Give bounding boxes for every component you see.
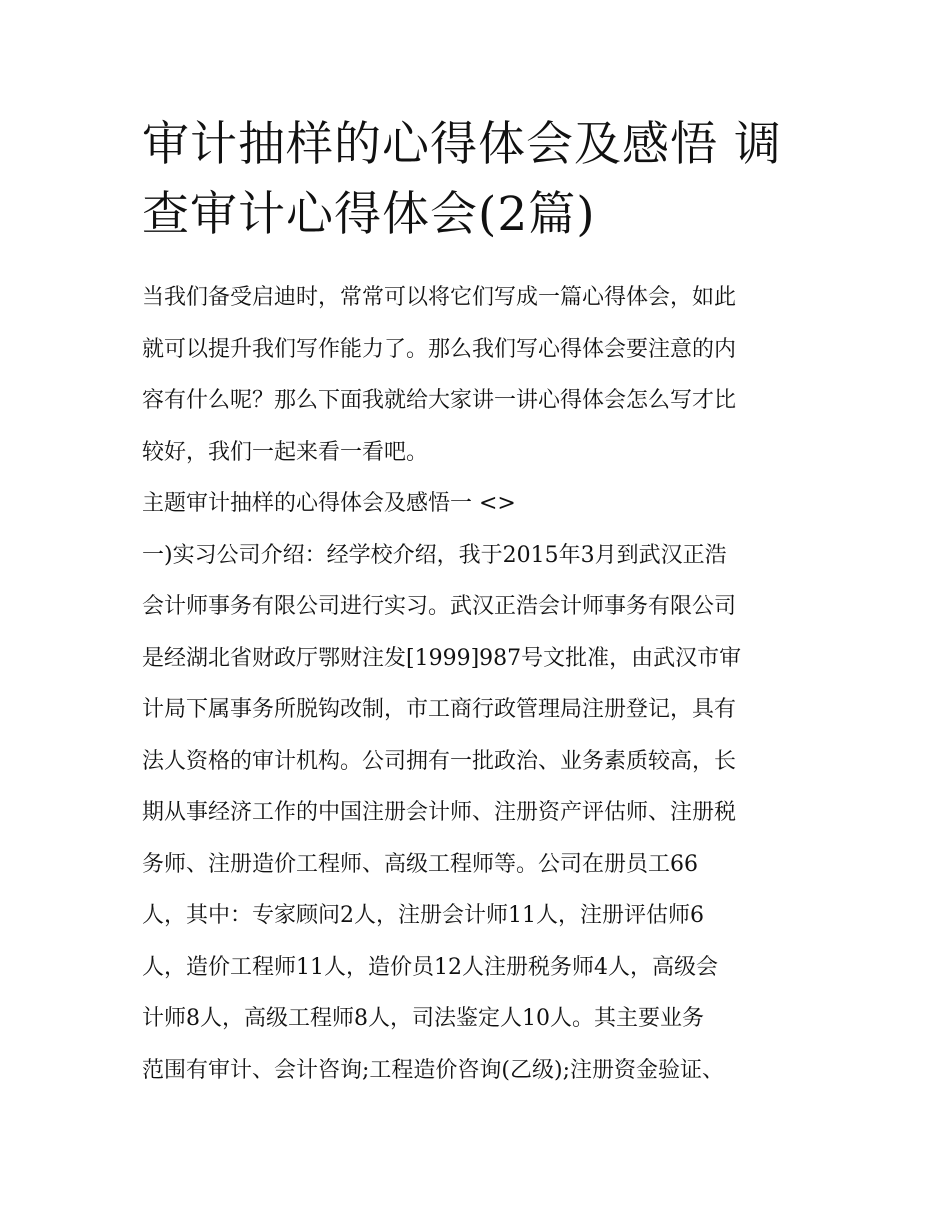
- section-line: 会计师事务有限公司进行实习。武汉正浩会计师事务有限公司: [142, 594, 737, 619]
- title-line: 审计抽样的心得体会及感悟 调: [142, 117, 782, 172]
- intro-line: 当我们备受启迪时，常常可以将它们写成一篇心得体会，如此: [142, 285, 737, 310]
- document-content: [142, 110, 812, 1096]
- section-line: 人，造价工程师11人，造价员12人注册税务师4人，高级会: [142, 954, 718, 980]
- section-subtitle: 主题审计抽样的心得体会及感悟一 <>: [142, 491, 516, 516]
- section-line: 是经湖北省财政厅鄂财注发[1999]987号文批准，由武汉市审: [142, 645, 742, 671]
- section-line: 法人资格的审计机构。公司拥有一批政治、业务素质较高，长: [142, 748, 737, 774]
- section-line: 计师8人，高级工程师8人，司法鉴定人10人。其主要业务: [142, 1006, 704, 1031]
- document-body: [142, 272, 812, 1096]
- section-line: 务师、注册造价工程师、高级工程师等。公司在册员工66: [142, 851, 698, 877]
- intro-line: 就可以提升我们写作能力了。那么我们写心得体会要注意的内: [142, 336, 737, 362]
- intro-line: 容有什么呢？那么下面我就给大家讲一讲心得体会怎么写才比: [142, 388, 737, 413]
- title-line: 查审计心得体会(2篇): [142, 187, 596, 242]
- document-title: [142, 110, 812, 250]
- section-line: 范围有审计、会计咨询;工程造价咨询(乙级);注册资金验证、: [142, 1057, 724, 1083]
- section-line: 计局下属事务所脱钩改制，市工商行政管理局注册登记，具有: [142, 697, 737, 722]
- section-line: 一)实习公司介绍：经学校介绍，我于2015年3月到武汉正浩: [142, 542, 727, 568]
- section-line: 人，其中：专家顾问2人，注册会计师11人，注册评估师6: [142, 903, 704, 928]
- section-line: 期从事经济工作的中国注册会计师、注册资产评估师、注册税: [142, 800, 737, 825]
- intro-line: 较好，我们一起来看一看吧。: [142, 439, 429, 465]
- intro-paragraph: [142, 272, 812, 478]
- section-paragraph: [142, 530, 812, 1097]
